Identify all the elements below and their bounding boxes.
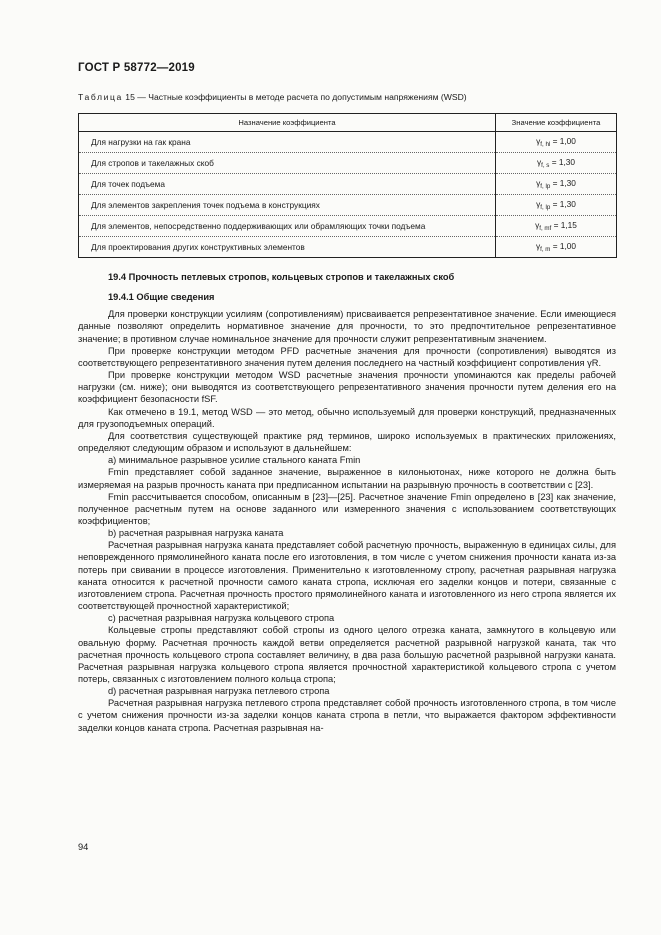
table-caption xyxy=(78,92,618,102)
paragraph: Расчетная разрывная нагрузка петлевого стропа представляет собой прочность изготовленного стропа, в том числе с учетом снижения прочности из-за заделки концов каната стропа в петли, что выражается фактором эффективности заделки концов каната стропа. Расчетная разрывная на- xyxy=(78,698,616,733)
list-item-b: b) расчетная разрывная нагрузка каната xyxy=(108,528,284,539)
paragraph: При проверке конструкции методом WSD расчетные значения прочности упоминаются как пределы рабочей нагрузки (см. ниже); они выводятся из соответствующего репрезентативного значения прочности путем деления его на коэффициент безопасности fSF. xyxy=(78,370,616,405)
paragraph: Кольцевые стропы представляют собой стропы из одного целого отрезка каната, замкнутого в кольцевую или овальную форму. Расчетная прочность каждой ветви определяется расчетной разрывной нагрузкой каната, так что расчетная прочность кольцевого стропа составляет величину, в два раза большую расчетной разрывной нагрузки каната. Расчетная разрывная нагрузка кольцевого стропа является прочностной характеристикой кольцевого стропа с учетом потерь, связанных с изготовлением полного кольца стропа; xyxy=(78,625,616,684)
subsection-heading: 19.4.1 Общие сведения xyxy=(108,292,215,303)
paragraph: Для проверки конструкции усилиям (сопротивлениям) присваивается репрезентативное значение. Если имеющиеся данные позволяют определить нормативное значение для прочности, то это предпочтительное репрезентативное значение; в противном случае номинальное значение для прочности служит репрезентативным значением. xyxy=(78,309,616,344)
row-value: $\gamma_{f, hl} = 1,00$ xyxy=(496,132,617,153)
row-purpose: Для элементов закрепления точек подъема в конструкциях xyxy=(79,195,496,216)
table-row xyxy=(79,153,617,174)
table-row xyxy=(79,195,617,216)
table-header-row xyxy=(79,114,617,132)
row-value: $\gamma_{f, lp} = 1,30$ xyxy=(496,174,617,195)
row-purpose: Для нагрузки на гак крана xyxy=(79,132,496,153)
table-row xyxy=(79,216,617,237)
list-item-d: d) расчетная разрывная нагрузка петлевого стропа xyxy=(108,686,330,697)
column-header-purpose: Назначение коэффициента xyxy=(79,114,496,132)
list-item-a: а) минимальное разрывное усилие стального каната Fmin xyxy=(108,455,361,466)
paragraph: Fmin представляет собой заданное значение, выраженное в килоньютонах, ниже которого не должна быть измеряемая на разрыв прочность каната при предписанном испытании на разрывную прочность в соответствии с [23]. xyxy=(78,467,616,490)
row-value: $\gamma_{f, s} = 1,30$ xyxy=(496,153,617,174)
row-purpose: Для элементов, непосредственно поддерживающих или обрамляющих точки подъема xyxy=(79,216,496,237)
paragraph: При проверке конструкции методом PFD расчетные значения для прочности (сопротивления) выводятся из соответствующего репрезентативного значения путем деления последнего на частный коэффициент сопротивления γR. xyxy=(78,345,616,368)
paragraph: Fmin рассчитывается способом, описанным в [23]—[25]. Расчетное значение Fmin определено в [23] как значение, полученное расчетным путем на основе заданного или измеренного значения с использованием соответствующих коэффициентов; xyxy=(78,491,616,526)
list-item-c: с) расчетная разрывная нагрузка кольцевого стропа xyxy=(108,613,335,624)
table-row xyxy=(79,174,617,195)
row-purpose: Для точек подъема xyxy=(79,174,496,195)
table-caption-text: 15 — Частные коэффициенты в методе расчета по допустимым напряжениям (WSD) xyxy=(125,92,467,102)
row-purpose: Для проектирования других конструктивных элементов xyxy=(79,237,496,258)
document-body xyxy=(78,271,616,734)
row-value: $\gamma_{f, m} = 1,00$ xyxy=(496,237,617,258)
column-header-value: Значение коэффициента xyxy=(496,114,617,132)
coefficients-table xyxy=(78,113,617,258)
page-number: 94 xyxy=(78,842,89,852)
row-value: $\gamma_{f, mf} = 1,15$ xyxy=(496,216,617,237)
table-caption-prefix: Таблица xyxy=(78,92,123,102)
paragraph: Расчетная разрывная нагрузка каната представляет собой расчетную прочность, выраженную в единицах силы, для неповрежденного прямолинейного каната после его изготовления, в том числе с учетом снижения прочности каната из-за потерь при свивании в процессе изготовления. Применительно к изготовленному стропу, расчетная разрывная нагрузка каната относится к расчетной прочности самого каната стропа, исключая его заделки концов и потери, связанные с изготовлением стропа. Расчетная прочность простого прямолинейного каната и изготовленного из него стропа является их соответствующей прочностной характеристикой; xyxy=(78,540,616,612)
document-standard-header: ГОСТ Р 58772—2019 xyxy=(78,62,195,74)
row-value: $\gamma_{f, lp} = 1,30$ xyxy=(496,195,617,216)
row-purpose: Для стропов и такелажных скоб xyxy=(79,153,496,174)
section-heading: 19.4 Прочность петлевых стропов, кольцевых стропов и такелажных скоб xyxy=(108,272,455,282)
paragraph: Для соответствия существующей практике ряд терминов, широко используемых в практических приложениях, определяют следующим образом и используют в дальнейшем: xyxy=(78,430,616,454)
paragraph: Как отмечено в 19.1, метод WSD — это метод, обычно используемый для проверки конструкций, предназначенных для грузоподъемных операций. xyxy=(78,406,616,429)
table-row xyxy=(79,132,617,153)
table-row xyxy=(79,237,617,258)
